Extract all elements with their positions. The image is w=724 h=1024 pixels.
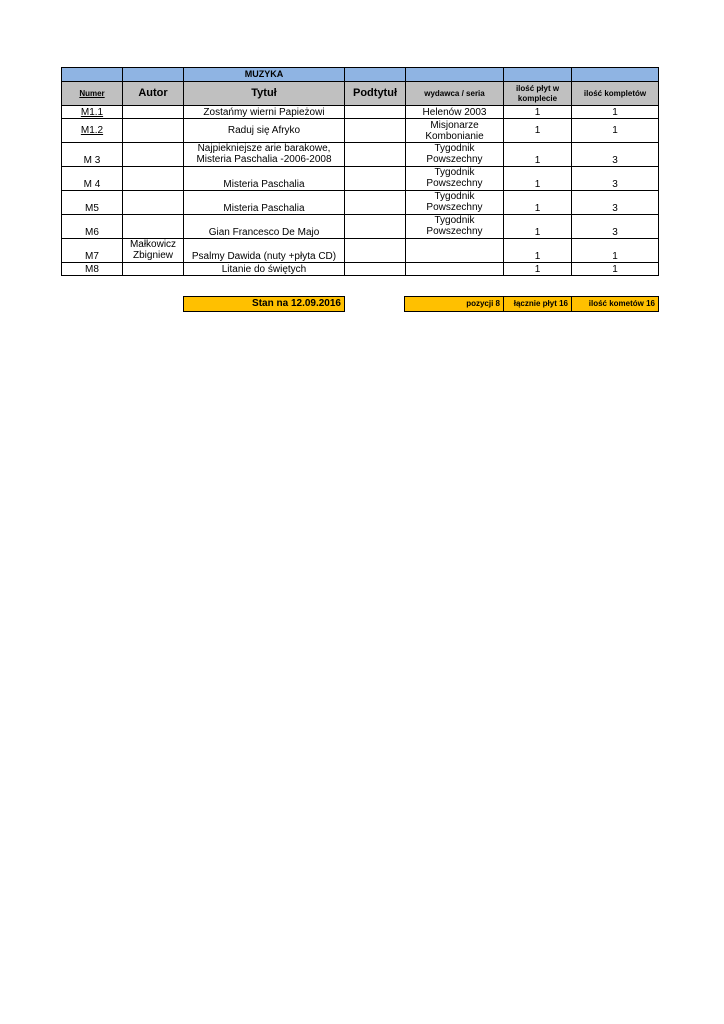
- cell-tytul: Najpiekniejsze arie barakowe, Misteria Paschalia -2006-2008: [184, 143, 345, 167]
- cell-podtytul: [345, 215, 406, 239]
- cell-numer[interactable]: M1.1: [62, 106, 123, 119]
- cell-numer: M 3: [62, 143, 123, 167]
- cell-numer[interactable]: M1.2: [62, 119, 123, 143]
- cell-autor: [123, 119, 184, 143]
- table-row: [62, 143, 659, 167]
- summary-bar: [0, 296, 724, 312]
- cell-plyty: 1: [504, 143, 572, 167]
- cell-tytul: Litanie do świętych: [184, 263, 345, 276]
- header-tytul: Tytuł: [184, 82, 345, 106]
- table-row: [62, 119, 659, 143]
- cell-podtytul: [345, 119, 406, 143]
- cell-komplety: 1: [572, 239, 659, 263]
- header-autor: Autor: [123, 82, 184, 106]
- cell-wydawca: Tygodnik Powszechny: [406, 167, 504, 191]
- cell-plyty: 1: [504, 239, 572, 263]
- cell-wydawca: [406, 239, 504, 263]
- spreadsheet-page: [61, 67, 659, 276]
- cell-podtytul: [345, 143, 406, 167]
- cell-numer: M5: [62, 191, 123, 215]
- cell-komplety: 3: [572, 143, 659, 167]
- cell-wydawca: [406, 263, 504, 276]
- cell-autor: [123, 106, 184, 119]
- cell-plyty: 1: [504, 191, 572, 215]
- cell-tytul: Raduj się Afryko: [184, 119, 345, 143]
- cell-autor: [123, 143, 184, 167]
- cell-komplety: 3: [572, 191, 659, 215]
- cell-komplety: 1: [572, 106, 659, 119]
- band-cell: [62, 68, 123, 82]
- section-band-row: [62, 68, 659, 82]
- table-row: [62, 106, 659, 119]
- cell-autor: [123, 263, 184, 276]
- cell-komplety: 3: [572, 215, 659, 239]
- cell-tytul: Psalmy Dawida (nuty +płyta CD): [184, 239, 345, 263]
- cell-podtytul: [345, 263, 406, 276]
- music-inventory-table: [61, 67, 659, 276]
- band-cell: [504, 68, 572, 82]
- cell-wydawca: Tygodnik Powszechny: [406, 215, 504, 239]
- table-row: [62, 263, 659, 276]
- cell-tytul: Misteria Paschalia: [184, 167, 345, 191]
- cell-numer: M6: [62, 215, 123, 239]
- cell-plyty: 1: [504, 215, 572, 239]
- table-row: [62, 239, 659, 263]
- cell-wydawca: Misjonarze Kombonianie: [406, 119, 504, 143]
- cell-numer: M 4: [62, 167, 123, 191]
- band-cell: [406, 68, 504, 82]
- header-numer: Numer: [62, 82, 123, 106]
- plyty-total-box: łącznie płyt 16: [503, 296, 572, 312]
- cell-podtytul: [345, 239, 406, 263]
- cell-tytul: Gian Francesco De Majo: [184, 215, 345, 239]
- band-cell: [572, 68, 659, 82]
- section-title: MUZYKA: [184, 68, 345, 82]
- header-wydawca: wydawca / seria: [406, 82, 504, 106]
- cell-autor: Małkowicz Zbigniew: [123, 239, 184, 263]
- cell-wydawca: Tygodnik Powszechny: [406, 191, 504, 215]
- cell-wydawca: Helenów 2003: [406, 106, 504, 119]
- cell-plyty: 1: [504, 167, 572, 191]
- cell-plyty: 1: [504, 263, 572, 276]
- table-row: [62, 215, 659, 239]
- cell-podtytul: [345, 167, 406, 191]
- pozycji-count-box: pozycji 8: [404, 296, 504, 312]
- header-ilosc-kompletow: ilość kompletów: [572, 82, 659, 106]
- header-ilosc-plyt: ilość płyt w komplecie: [504, 82, 572, 106]
- cell-autor: [123, 215, 184, 239]
- cell-komplety: 3: [572, 167, 659, 191]
- cell-podtytul: [345, 191, 406, 215]
- cell-plyty: 1: [504, 106, 572, 119]
- table-row: [62, 191, 659, 215]
- cell-autor: [123, 167, 184, 191]
- cell-tytul: Zostańmy wierni Papieżowi: [184, 106, 345, 119]
- cell-komplety: 1: [572, 263, 659, 276]
- cell-autor: [123, 191, 184, 215]
- cell-komplety: 1: [572, 119, 659, 143]
- cell-numer: M7: [62, 239, 123, 263]
- cell-plyty: 1: [504, 119, 572, 143]
- komplety-total-box: ilość kometów 16: [571, 296, 659, 312]
- header-row: [62, 82, 659, 106]
- cell-tytul: Misteria Paschalia: [184, 191, 345, 215]
- header-podtytul: Podtytuł: [345, 82, 406, 106]
- band-cell: [123, 68, 184, 82]
- cell-podtytul: [345, 106, 406, 119]
- stan-date-box: Stan na 12.09.2016: [183, 296, 345, 312]
- band-cell: [345, 68, 406, 82]
- cell-numer: M8: [62, 263, 123, 276]
- cell-wydawca: Tygodnik Powszechny: [406, 143, 504, 167]
- table-row: [62, 167, 659, 191]
